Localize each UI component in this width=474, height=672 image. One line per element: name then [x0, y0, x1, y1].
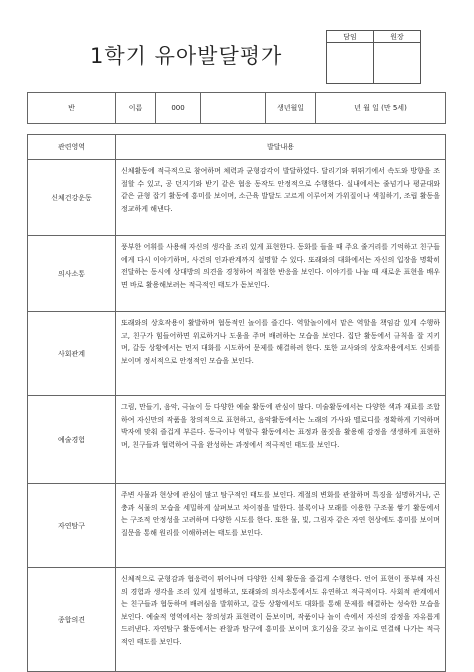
- area-label: 신체건강운동: [28, 160, 116, 236]
- spacer-row: [28, 124, 446, 135]
- birth-label: 생년월일: [266, 93, 316, 124]
- approval-sign-teacher: [327, 43, 374, 84]
- area-label: 사회관계: [28, 312, 116, 396]
- section-row-art: [28, 396, 446, 484]
- form-title: 1학기 유아발달평가: [90, 44, 283, 68]
- section-row-physical: [28, 160, 446, 236]
- area-content: 주변 사물과 현상에 관심이 많고 탐구적인 태도를 보인다. 계절의 변화를 관찰하며 특징을 설명하거나, 곤충과 식물의 모습을 세밀하게 살펴보고 차이점을 말한다. 블록이나 모래를 이용한 구조물 쌓기 활동에서는 구조적 안정성을 고려하며 다양한 시도를 한다. 또한 물, 빛, 그림자 같은 자연 현상에도 흥미를 보이며 질문을 통해 원리를 이해하려는 태도를 보인다.: [116, 484, 446, 568]
- name-label: 이름: [116, 93, 156, 124]
- area-label: 자연탐구: [28, 484, 116, 568]
- section-row-summary: [28, 568, 446, 672]
- area-content: 또래와의 상호작용이 활발하며 협동적인 놀이를 즐긴다. 역할놀이에서 맡은 역할을 책임감 있게 수행하고, 친구가 힘들어하면 위로하거나 도움을 주며 배려하는 모습을 보인다. 집단 활동에서 규칙을 잘 지키며, 갈등 상황에서는 먼저 대화를 시도하여 문제를 해결하려 한다. 또한 교사와의 상호작용에서도 신뢰를 보이며 정서적으로 안정적인 모습을 보인다.: [116, 312, 446, 396]
- class-value: [201, 93, 266, 124]
- approval-box: [326, 30, 421, 84]
- content-header: 발달내용: [116, 135, 446, 160]
- area-header: 관련영역: [28, 135, 116, 160]
- approval-sign-director: [374, 43, 421, 84]
- table-header-row: [28, 135, 446, 160]
- section-row-nature: [28, 484, 446, 568]
- student-info-row: [28, 93, 446, 124]
- area-label: 의사소통: [28, 236, 116, 312]
- approval-header-teacher: 담임: [327, 31, 374, 43]
- area-content: 신체활동에 적극적으로 참여하며 체력과 균형감각이 발달하였다. 달리기와 뛰뛰기에서 속도와 방향을 조절할 수 있고, 공 던지기와 받기 같은 협응 동작도 안정적으로 수행한다. 실내에서는 줄넘기나 평균대와 같은 균형 잡기 활동에 흥미를 보이며, 소근육 발달도 고르게 이루어져 가위질이나 색칠하기, 조립 활동을 정교하게 해낸다.: [116, 160, 446, 236]
- birth-value: 년 월 일 (만 5세): [316, 93, 446, 124]
- section-row-social: [28, 312, 446, 396]
- area-label: 종합의견: [28, 568, 116, 672]
- approval-header-director: 원장: [374, 31, 421, 43]
- area-content: 신체적으로 균형감과 협응력이 뛰어나며 다양한 신체 활동을 즐겁게 수행한다. 언어 표현이 풍부해 자신의 경험과 생각을 조리 있게 설명하고, 또래와의 의사소통에서도 유연하고 적극적이다. 사회적 관계에서는 친구들과 협동하며 배려심을 발휘하고, 갈등 상황에서도 대화를 통해 문제를 해결하는 성숙한 모습을 보인다. 예술적 영역에서는 창의성과 표현력이 돋보이며, 작품이나 놀이 속에서 자신의 감정을 자유롭게 드러낸다. 자연탐구 활동에서는 관찰과 탐구에 흥미를 보이며 호기심을 갖고 놀이로 연결해 나가는 적극적인 태도를 보인다.: [116, 568, 446, 672]
- class-label: 반: [28, 93, 116, 124]
- area-content: 그림, 만들기, 음악, 극놀이 등 다양한 예술 활동에 관심이 많다. 미술활동에서는 다양한 색과 재료를 조합하여 자신만의 작품을 창의적으로 표현하고, 음악활동에서는 노래의 가사와 멜로디를 정확하게 기억하며 박자에 맞춰 즐겁게 부른다. 동극이나 역할극 활동에서는 표정과 몸짓을 활용해 감정을 생생하게 표현하며, 친구들과 협력하여 극을 완성하는 과정에서 적극적인 태도를 보인다.: [116, 396, 446, 484]
- section-row-communication: [28, 236, 446, 312]
- area-content: 풍부한 어휘를 사용해 자신의 생각을 조리 있게 표현한다. 동화를 들을 때 주요 줄거리를 기억하고 친구들에게 다시 이야기하며, 사건의 인과관계까지 설명할 수 있다. 또래와의 대화에서는 자신의 입장을 명확히 전달하는 동시에 상대방의 의견을 경청하여 적절한 반응을 보인다. 이야기를 나눌 때 새로운 표현을 배우면 바로 활용해보려는 적극적인 태도가 돋보인다.: [116, 236, 446, 312]
- evaluation-table: [27, 92, 446, 672]
- area-label: 예술경험: [28, 396, 116, 484]
- name-value: 000: [156, 93, 201, 124]
